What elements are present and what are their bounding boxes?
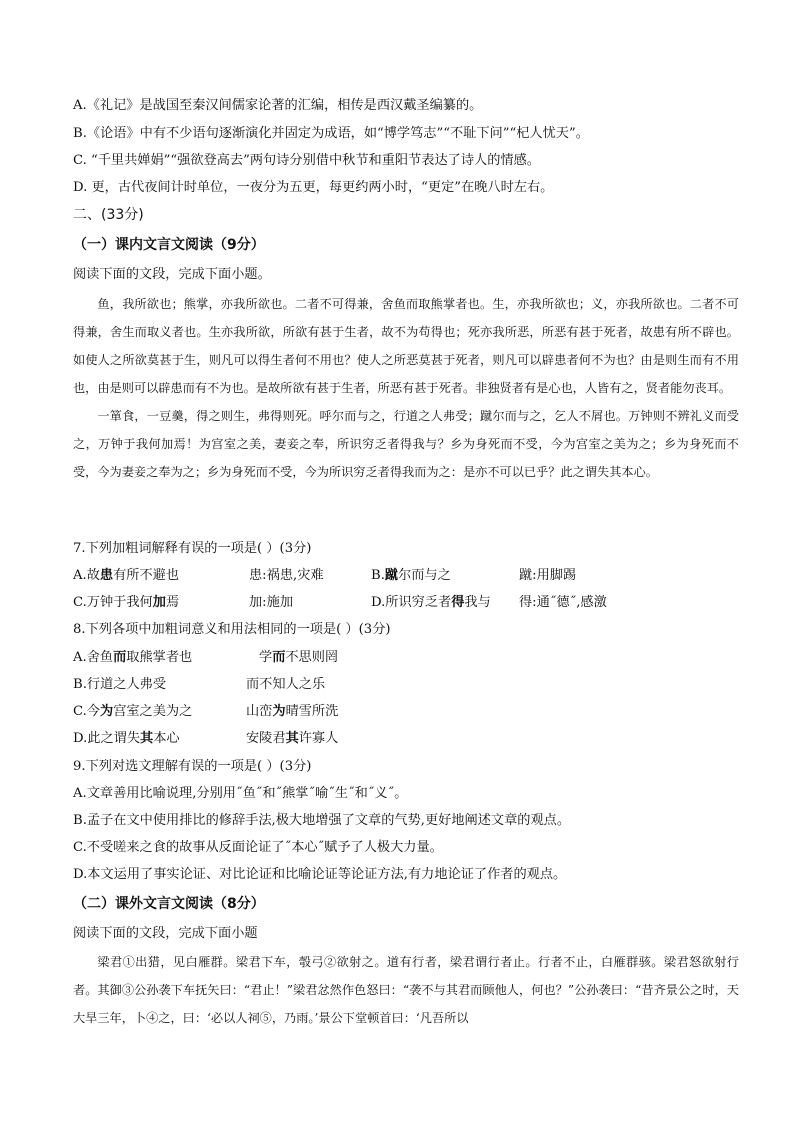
passage-1 [73,290,739,486]
section-heading: 二、(33分) [73,207,144,223]
part1-title: （一）课内文言文阅读（9分） [73,237,265,253]
option-c-line: C. “千里共婵娟”“强欲登高去”两句诗分别借中秋节和重阳节表达了诗人的情感。 [73,153,540,168]
option-b-line: B.《论语》中有不少语句逐渐演化并固定为成语，如“博学笃志”“不耻下问”“杞人忧天”。 [73,126,589,141]
part2-title: （二）课外文言文阅读（8分） [73,896,265,912]
q7-option-c: C.万钟于我何加焉 [73,595,180,610]
passage-2-para-1: 梁君①出猎，见白雁群。梁君下车，彀弓②欲射之。道有行者，梁君谓行者止。行者不止，白雁群骇。梁君怒欲射行者。其御③公孙袭下车抚矢曰：“君止！”梁君忿然作色怒曰：“袭不与其君而顾他人，何也？”公孙袭曰：“昔齐景公之时，天大旱三年，卜④之，曰：‘必以人祠⑤，乃雨。’景公下堂顿首曰：‘凡吾所以 [73,955,739,1025]
q7-option-b: B.蹴尔而与之 [371,568,451,583]
q9-option-d: D.本文运用了事实论证、对比论证和比喻论证等论证方法,有力地论证了作者的观点。 [73,867,567,882]
q7-gloss-b: 蹴:用脚踢 [519,568,577,583]
part2-intro: 阅读下面的文段，完成下面小题 [73,926,258,941]
q8-option-d: D.此之谓失其本心 [73,731,180,746]
q8-option-b: B.行道之人弗受 [73,677,167,692]
q9-option-a: A.文章善用比喻说理,分别用˝鱼˝和˝熊掌˝喻˝生˝和˝义˝。 [73,786,408,801]
q8-option-a: A.舍鱼而取熊掌者也 [73,650,193,665]
q8-option-c-pair: 山峦为晴雪所洗 [246,704,339,719]
q9-option-c: C.不受嗟来之食的故事从反面论证了˝本心˝赋予了人极大力量。 [73,840,443,855]
q7-option-a: A.故患有所不避也 [73,568,180,583]
q9-option-b: B.孟子在文中使用排比的修辞手法,极大地增强了文章的气势,更好地阐述文章的观点。 [73,813,571,828]
option-a-line: A.《礼记》是战国至秦汉间儒家论著的汇编，相传是西汉戴圣编纂的。 [73,98,483,113]
q7-gloss-d: 得:通˝德˝,感激 [519,595,607,610]
q8-option-d-pair: 安陵君其许寡人 [246,731,339,746]
q8-option-a-pair: 学而不思则罔 [259,650,339,665]
part1-intro: 阅读下面的文段，完成下面小题。 [73,267,271,282]
passage-2 [73,948,739,1032]
q8-option-b-pair: 而不知人之乐 [246,677,326,692]
q7-gloss-a: 患:祸患,灾难 [249,568,324,583]
passage-1-para-2: 一箪食，一豆羹，得之则生，弗得则死。呼尔而与之，行道之人弗受；蹴尔而与之，乞人不屑也。万钟则不辨礼义而受之，万钟于我何加焉！为宫室之美，妻妾之奉，所识穷乏者得我与？乡为身死而不受，今为宫室之美为之；乡为身死而不受，今为妻妾之奉为之；乡为身死而不受，今为所识穷乏者得我而为之：是亦不可以已乎？此之谓失其本心。 [73,409,739,479]
q8-stem: 8.下列各项中加粗词意义和用法相同的一项是( ）(3分) [73,622,391,637]
q9-stem: 9.下列对选文理解有误的一项是( ）(3分) [73,759,312,774]
q7-stem: 7.下列加粗词解释有误的一项是( ）(3分) [73,541,312,556]
q7-option-d: D.所识穷乏者得我与 [371,595,491,610]
passage-1-para-1: 鱼，我所欲也；熊掌，亦我所欲也。二者不可得兼，舍鱼而取熊掌者也。生，亦我所欲也；义，亦我所欲也。二者不可得兼，舍生而取义者也。生亦我所欲，所欲有甚于生者，故不为苟得也；死亦我所恶，所恶有甚于死者，故患有所不辟也。如使人之所欲莫甚于生，则凡可以得生者何不用也？使人之所恶莫甚于死者，则凡可以辟患者何不为也？由是则生而有不用也，由是则可以辟患而有不为也。是故所欲有甚于生者，所恶有甚于死者。非独贤者有是心也，人皆有之，贤者能勿丧耳。 [73,297,739,395]
q7-gloss-c: 加:施加 [249,595,294,610]
option-d-line: D. 更，古代夜间计时单位，一夜分为五更，每更约两小时，“更定”在晚八时左右。 [73,180,554,195]
q8-option-c: C.今为宫室之美为之 [73,704,193,719]
